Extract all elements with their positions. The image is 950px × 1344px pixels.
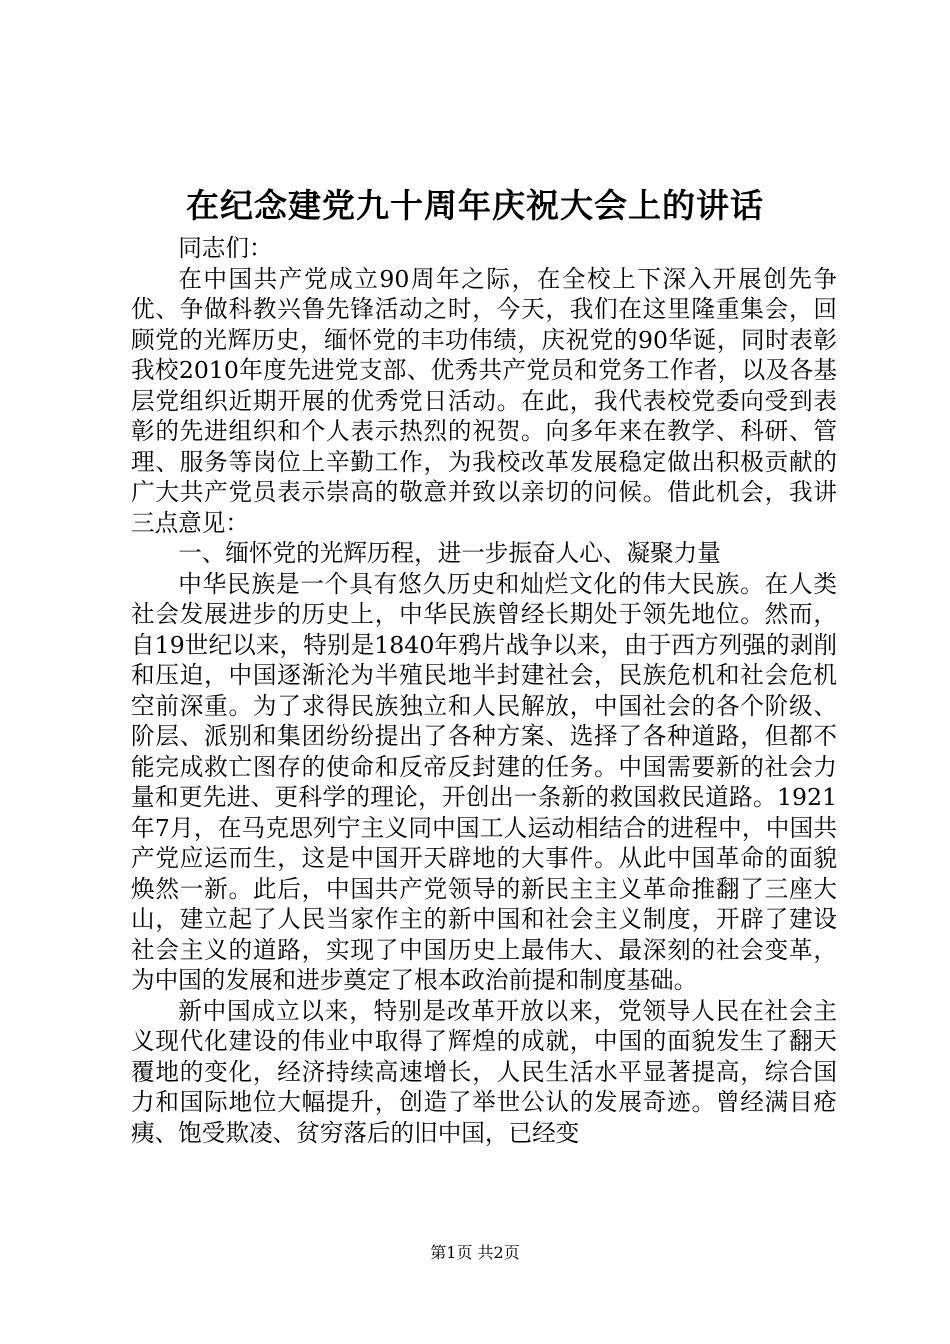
page-footer: 第1页 共2页: [430, 1243, 520, 1262]
document-body: [131, 233, 837, 1148]
salutation: 同志们：: [178, 234, 273, 262]
paragraph-achievements: 新中国成立以来，特别是改革开放以来，党领导人民在社会主义现代化建设的伟业中取得了辉煌的成就，中国的面貌发生了翻天覆地的变化，经济持续高速增长，人民生活水平显著提高，综合国力和国际地位大幅提升，创造了举世公认的发展奇迹。曾经满目疮痍、饱受欺凌、贫穷落后的旧中国，已经变: [131, 996, 837, 1147]
document-title: 在纪念建党九十周年庆祝大会上的讲话: [186, 186, 764, 225]
section-heading: 一、缅怀党的光辉历程，进一步振奋人心、凝聚力量: [178, 539, 721, 567]
paragraph-history: 中华民族是一个具有悠久历史和灿烂文化的伟大民族。在人类社会发展进步的历史上，中华民族曾经长期处于领先地位。然而，自19世纪以来，特别是1840年鸦片战争以来，由于西方列强的剥削和压迫，中国逐渐沦为半殖民地半封建社会，民族危机和社会危机空前深重。为了求得民族独立和人民解放，中国社会的各个阶级、阶层、派别和集团纷纷提出了各种方案、选择了各种道路，但都不能完成救亡图存的使命和反帝反封建的任务。中国需要新的社会力量和更先进、更科学的理论，开创出一条新的救国救民道路。1921年7月，在马克思列宁主义同中国工人运动相结合的进程中，中国共产党应运而生，这是中国开天辟地的大事件。从此中国革命的面貌焕然一新。此后，中国共产党领导的新民主主义革命推翻了三座大山，建立起了人民当家作主的新中国和社会主义制度，开辟了建设社会主义的道路，实现了中国历史上最伟大、最深刻的社会变革，为中国的发展和进步奠定了根本政治前提和制度基础。: [131, 569, 837, 994]
paragraph-intro: 在中国共产党成立90周年之际，在全校上下深入开展创先争优、争做科教兴鲁先锋活动之时，今天，我们在这里隆重集会，回顾党的光辉历史，缅怀党的丰功伟绩，庆祝党的90华诞，同时表彰我校2010年度先进党支部、优秀共产党员和党务工作者，以及各基层党组织近期开展的优秀党日活动。在此，我代表校党委向受到表彰的先进组织和个人表示热烈的祝贺。向多年来在教学、科研、管理、服务等岗位上辛勤工作，为我校改革发展稳定做出积极贡献的广大共产党员表示崇高的敬意并致以亲切的问候。借此机会，我讲三点意见：: [131, 264, 837, 537]
